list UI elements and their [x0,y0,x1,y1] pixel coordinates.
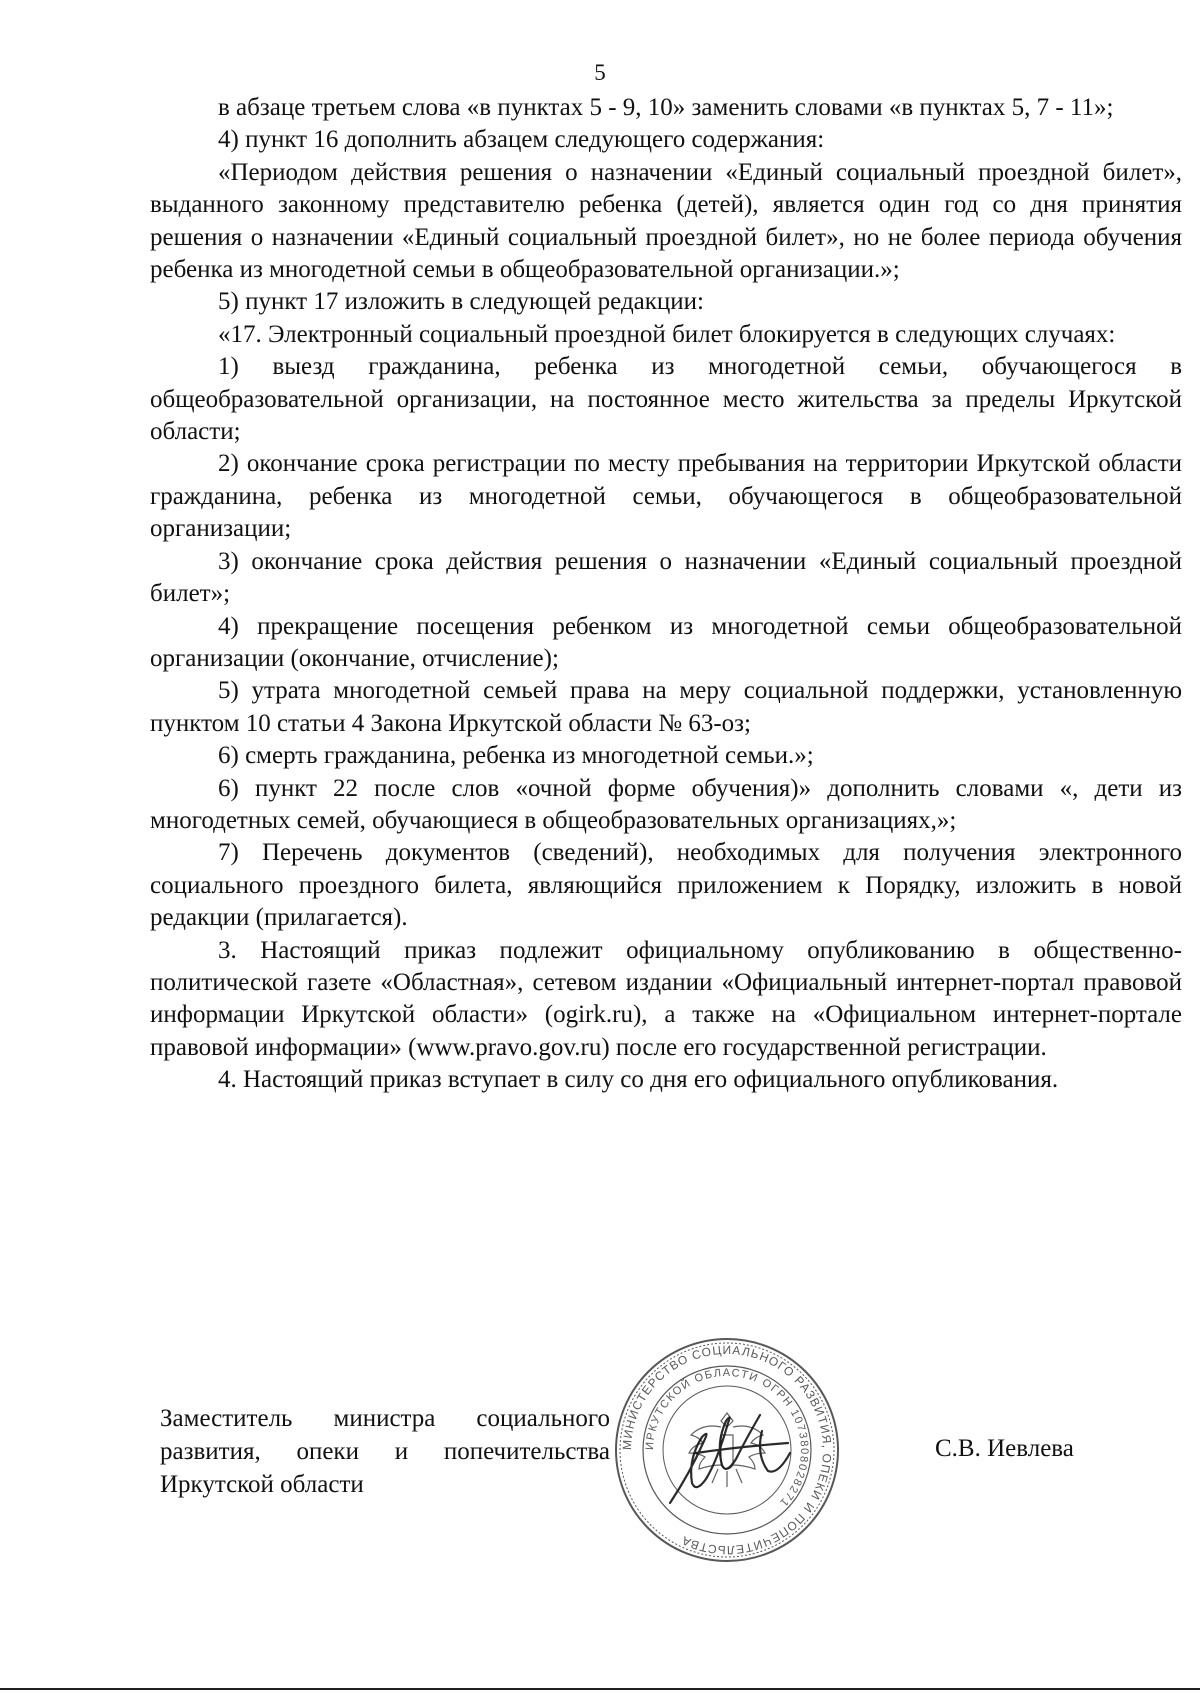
signer-name: С.В. Иевлева [935,1435,1074,1462]
paragraph: 3) окончание срока действия решения о назначении «Единый социальный проездной билет»; [150,547,1182,608]
seal-inner-text: ИРКУТСКОЙ ОБЛАСТИ ОГРН 1073808028271 [643,1366,811,1510]
seal-outer-text: МИНИСТЕРСТВО СОЦИАЛЬНОГО РАЗВИТИЯ, ОПЕКИ И ПОПЕЧИТЕЛЬСТВА [619,1342,835,1558]
signer-title [160,1402,610,1501]
svg-text:ИРКУТСКОЙ ОБЛАСТИ ОГРН 1073808 [644,1367,810,1509]
paragraph: 5) пункт 17 изложить в следующей редакции: [218,288,704,316]
paragraph: 4) прекращение посещения ребенком из многодетной семьи общеобразовательной организации (окончание, отчисление); [150,612,1182,672]
official-seal-stamp [612,1335,842,1565]
paragraph: 4) пункт 16 дополнить абзацем следующего содержания: [218,126,825,154]
paragraph: 3. Настоящий приказ подлежит официальному опубликованию в общественно-политической газете «Областная», сетевом издании «Официальный интернет-портал правовой информации Иркутской области» (ogirk.ru), а также на «Официальном интернет-портале правовой информации» (www.pravo.gov.ru) после его государственной регистрации. [150,936,1182,1061]
paragraph: «17. Электронный социальный проездной билет блокируется в следующих случаях: [218,320,1116,348]
handwritten-signature [670,1415,790,1503]
signer-title-line: развития, опеки и попечительства [160,1438,610,1465]
paragraph: в абзаце третьем слова «в пунктах 5 - 9, 10» заменить словами «в пунктах 5, 7 - 11»; [218,94,1114,121]
signer-title-line: Заместитель министра социального [160,1405,610,1432]
paragraph: 1) выезд гражданина, ребенка из многодетной семьи, обучающегося в общеобразовательной организации, на постоянное место жительства за пределы Иркутской области; [150,353,1182,446]
paragraph: 6) смерть гражданина, ребенка из многодетной семьи.»; [218,742,814,770]
paragraph: 7) Перечень документов (сведений), необходимых для получения электронного социального проездного билета, являющийся приложением к Порядку, изложить в новой редакции (прилагается). [150,839,1182,932]
paragraph: 5) утрата многодетной семьей права на меру социальной поддержки, установленную пунктом 10 статьи 4 Закона Иркутской области № 63-оз; [150,677,1182,737]
page-number: 5 [594,60,606,85]
signer-title-line: Иркутской области [160,1471,364,1498]
document-body [150,92,1182,1097]
paragraph: 2) окончание срока регистрации по месту пребывания на территории Иркутской области гражданина, ребенка из многодетной семьи, обучающегося в общеобразовательной организации; [150,450,1182,543]
paragraph: 4. Настоящий приказ вступает в силу со дня его официального опубликования. [218,1066,1059,1094]
page-bottom-divider [0,1688,1200,1690]
paragraph: 6) пункт 22 после слов «очной форме обучения)» дополнить словами «, дети из многодетных семей, обучающиеся в общеобразовательных организациях,»; [150,774,1182,834]
paragraph: «Периодом действия решения о назначении «Единый социальный проездной билет», выданного законному представителю ребенка (детей), является один год со дня принятия решения о назначении «Единый социальный проездной билет», но не более периода обучения ребенка из многодетной семьи в общеобразовательной организации.»; [150,158,1182,284]
